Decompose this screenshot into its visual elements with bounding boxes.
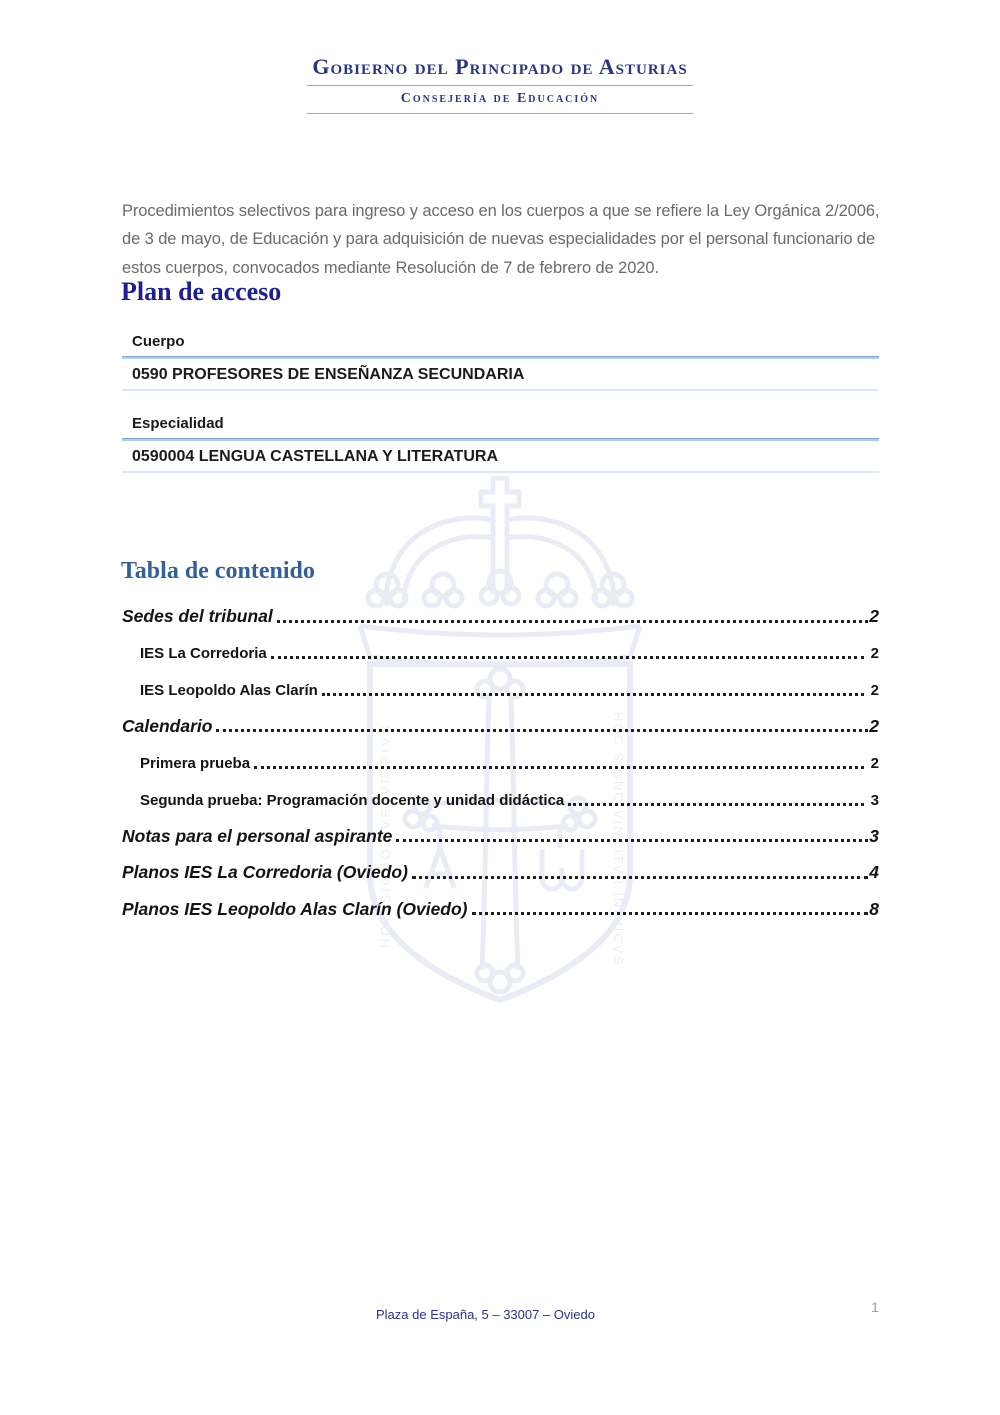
toc-entry-label: IES Leopoldo Alas Clarín xyxy=(140,682,318,700)
cuerpo-field xyxy=(122,333,879,391)
toc-page-number: 2 xyxy=(869,606,879,627)
field-label: Cuerpo xyxy=(132,333,185,350)
toc-entry-notas-personal-aspirante[interactable] xyxy=(122,816,879,853)
toc-heading: Tabla de contenido xyxy=(121,558,315,584)
toc-page-number: 3 xyxy=(869,825,879,846)
toc-entry-planos-ies-leopoldo-alas-clarin[interactable] xyxy=(122,889,879,926)
toc-dot-leader xyxy=(271,656,864,659)
toc-entry-sedes-del-tribunal[interactable] xyxy=(122,596,879,633)
toc-dot-leader xyxy=(396,839,868,842)
toc-page-number: 2 xyxy=(870,682,879,700)
toc-dot-leader xyxy=(412,876,868,879)
toc-entry-planos-ies-la-corredoria[interactable] xyxy=(122,852,879,889)
toc-dot-leader xyxy=(322,693,864,696)
toc-entry-segunda-prueba[interactable] xyxy=(122,779,879,816)
government-title: Gobierno del Principado de Asturias xyxy=(312,54,688,79)
toc-dot-leader xyxy=(568,803,863,806)
toc-entry-primera-prueba[interactable] xyxy=(122,742,879,779)
toc-entry-label: Calendario xyxy=(122,716,213,736)
toc-page-number: 3 xyxy=(870,791,879,809)
toc-dot-leader xyxy=(472,912,869,915)
page-number: 1 xyxy=(871,1299,879,1315)
toc-entry-label: Planos IES Leopoldo Alas Clarín (Oviedo) xyxy=(122,898,468,919)
toc-page-number: 2 xyxy=(870,645,879,663)
toc-entry-label: Segunda prueba: Programación docente y unidad didáctica xyxy=(140,791,565,809)
intro-paragraph: Procedimientos selectivos para ingreso y acceso en los cuerpos a que se refiere la Ley Orgánica 2/2006, de 3 de mayo, de Educación y para adquisición de nuevas especialidades por el personal funcionario de estos cuerpos, convocados mediante Resolución de 7 de febrero de 2020. xyxy=(122,201,880,277)
toc-page-number: 2 xyxy=(869,716,879,736)
toc-entry-label: Primera prueba xyxy=(140,755,251,773)
toc-dot-leader xyxy=(277,620,869,623)
field-divider-light xyxy=(122,471,879,473)
footer-address: Plaza de España, 5 – 33007 – Oviedo xyxy=(376,1307,595,1322)
toc-entry-ies-leopoldo-alas-clarin[interactable] xyxy=(122,669,879,706)
toc-entry-label: IES La Corredoria xyxy=(140,645,267,663)
header-rule-bottom xyxy=(307,113,693,114)
toc-entry-label: Notas para el personal aspirante xyxy=(122,825,393,846)
toc-page-number: 4 xyxy=(869,862,879,883)
especialidad-field xyxy=(122,415,879,473)
toc-dot-leader xyxy=(216,729,868,732)
toc-entry-ies-la-corredoria[interactable] xyxy=(122,633,879,670)
field-divider-light xyxy=(122,389,879,391)
toc-entry-calendario[interactable] xyxy=(122,706,879,743)
toc-entry-label: Sedes del tribunal xyxy=(122,606,273,627)
table-of-contents xyxy=(122,596,879,925)
field-label: Especialidad xyxy=(132,415,224,432)
toc-page-number: 8 xyxy=(869,898,879,919)
toc-dot-leader xyxy=(254,766,864,769)
watermark-motto-left: HOC SIGNO TVETVR PIVS xyxy=(378,722,393,948)
field-value: 0590004 LENGUA CASTELLANA Y LITERATURA xyxy=(132,448,498,465)
header-rule-top xyxy=(307,85,693,86)
watermark-motto-right: HOC SIGNO VINCITVR INIMICVS xyxy=(611,712,626,967)
toc-entry-label: Planos IES La Corredoria (Oviedo) xyxy=(122,862,408,883)
government-header xyxy=(307,54,693,114)
field-value: 0590 PROFESORES DE ENSEÑANZA SECUNDARIA xyxy=(132,366,525,383)
department-subtitle: Consejería de Educación xyxy=(400,91,600,107)
plan-heading: Plan de acceso xyxy=(121,277,282,306)
toc-page-number: 2 xyxy=(870,755,879,773)
